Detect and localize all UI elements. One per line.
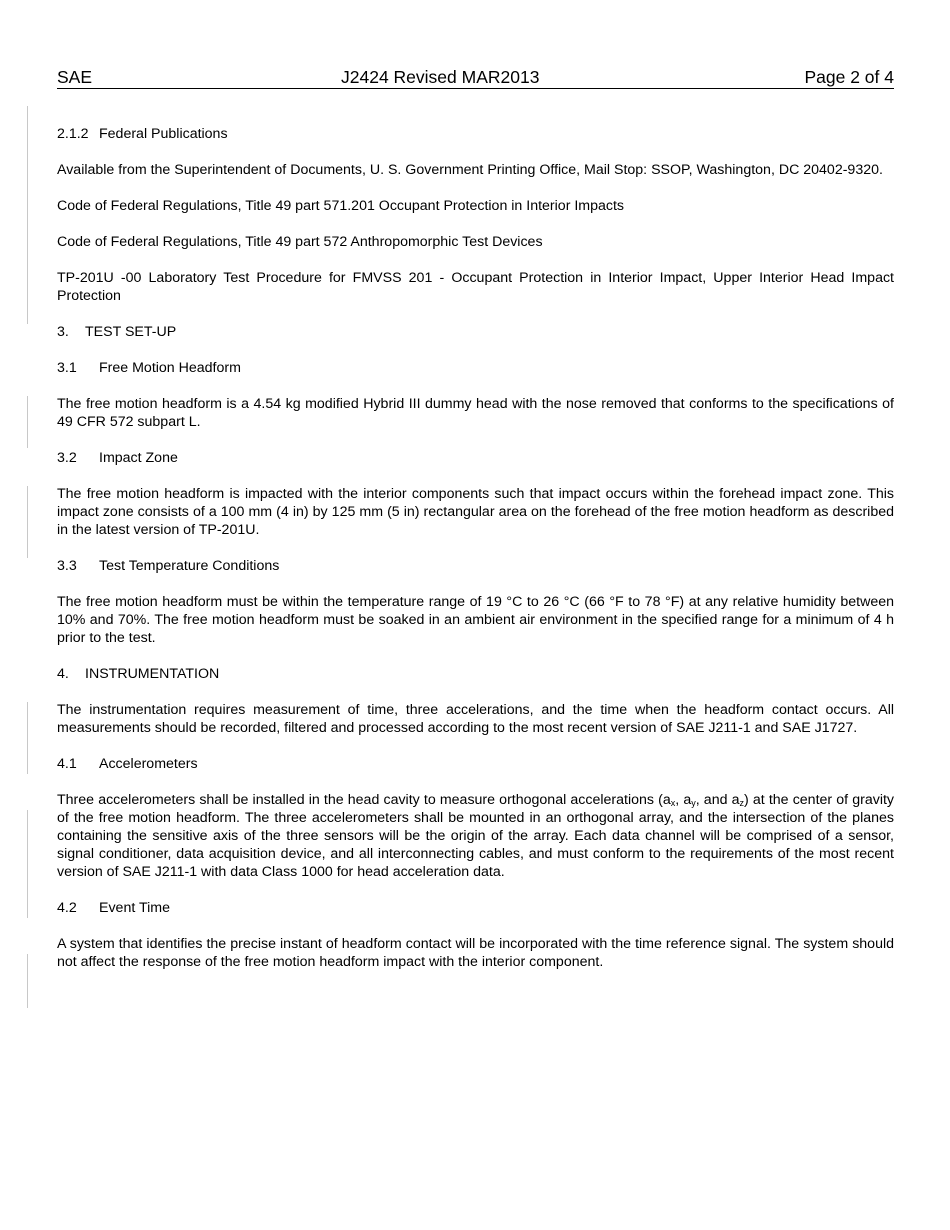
section-title: Test Temperature Conditions (99, 558, 280, 574)
section-heading-3-2 (57, 449, 894, 467)
paragraph: The free motion headform is a 4.54 kg modified Hybrid III dummy head with the nose removed that conforms to the specifications of 49 CFR 572 subpart L. (57, 396, 894, 430)
section-number: 3.2 (57, 450, 77, 466)
section-number: 4.2 (57, 900, 77, 916)
subscript: y (691, 798, 696, 808)
section-number: 4. (57, 666, 69, 682)
document-body (57, 125, 894, 971)
change-bar (27, 486, 28, 558)
section-title: TEST SET-UP (85, 324, 177, 340)
change-bar (27, 702, 28, 774)
section-title: Event Time (99, 900, 170, 916)
section-heading-4-2 (57, 899, 894, 917)
section-title: Free Motion Headform (99, 360, 241, 376)
paragraph: Available from the Superintendent of Documents, U. S. Government Printing Office, Mail Stop: SSOP, Washington, DC 20402-9320. (57, 162, 883, 178)
section-title: Impact Zone (99, 450, 178, 466)
page-header (57, 66, 894, 89)
paragraph: The instrumentation requires measurement of time, three accelerations, and the time when the headform contact occurs. All measurements should be recorded, filtered and processed according to the most recent version of SAE J211-1 and SAE J1727. (57, 702, 894, 736)
section-number: 3.3 (57, 558, 77, 574)
section-heading-3-1 (57, 359, 894, 377)
section-title: Accelerometers (99, 756, 198, 772)
paragraph: The free motion headform is impacted with the interior components such that impact occurs within the forehead impact zone. This impact zone consists of a 100 mm (4 in) by 125 mm (5 in) rectangular area on the forehead of the free motion headform as described in the latest version of TP-201U. (57, 486, 894, 538)
section-heading-4 (57, 665, 894, 683)
section-number: 3.1 (57, 360, 77, 376)
change-bar (27, 954, 28, 1008)
text-run: , and a (695, 792, 740, 808)
paragraph: TP-201U -00 Laboratory Test Procedure for FMVSS 201 - Occupant Protection in Interior Impact, Upper Interior Head Impact Protection (57, 270, 894, 304)
paragraph: A system that identifies the precise instant of headform contact will be incorporated with the time reference signal. The system should not affect the response of the free motion headform impact with the interior component. (57, 936, 894, 970)
section-title: INSTRUMENTATION (85, 666, 220, 682)
text-run: Three accelerometers shall be installed in the head cavity to measure orthogonal accelerations (a (57, 792, 671, 808)
header-page-number: Page 2 of 4 (804, 67, 894, 87)
header-doc-id: J2424 Revised MAR2013 (341, 67, 540, 87)
paragraph: Code of Federal Regulations, Title 49 part 572 Anthropomorphic Test Devices (57, 234, 543, 250)
paragraph: The free motion headform must be within the temperature range of 19 °C to 26 °C (66 °F to 78 °F) at any relative humidity between 10% and 70%. The free motion headform must be soaked in an ambient air environment in the specified range for a minimum of 4 h prior to the test. (57, 594, 894, 646)
section-title: Federal Publications (99, 126, 228, 142)
change-bar (27, 810, 28, 918)
section-heading-3 (57, 323, 894, 341)
text-run: ) at the center of gravity of the free motion headform. The three accelerometers shall be mounted in an orthogonal array, and the intersection of the planes containing the sensitive axis of the three sensors will be the origin of the array. Each data channel will be comprised of a sensor, signal conditioner, data acquisition device, and all interconnecting cables, and must conform to the requirements of the most recent version of SAE J211-1 with data Class 1000 for head acceleration data. (57, 792, 895, 880)
header-org: SAE (57, 67, 93, 87)
paragraph (57, 791, 894, 881)
subscript: z (739, 798, 744, 808)
section-number: 4.1 (57, 756, 77, 772)
text-run: , a (675, 792, 692, 808)
section-heading-3-3 (57, 557, 894, 575)
paragraph: Code of Federal Regulations, Title 49 part 571.201 Occupant Protection in Interior Impacts (57, 198, 625, 214)
subscript: x (670, 798, 676, 808)
section-number: 3. (57, 324, 69, 340)
section-heading-4-1 (57, 755, 894, 773)
change-bar (27, 396, 28, 448)
section-heading-2-1-2 (57, 125, 894, 143)
section-number: 2.1.2 (57, 126, 89, 142)
change-bar (27, 106, 28, 324)
